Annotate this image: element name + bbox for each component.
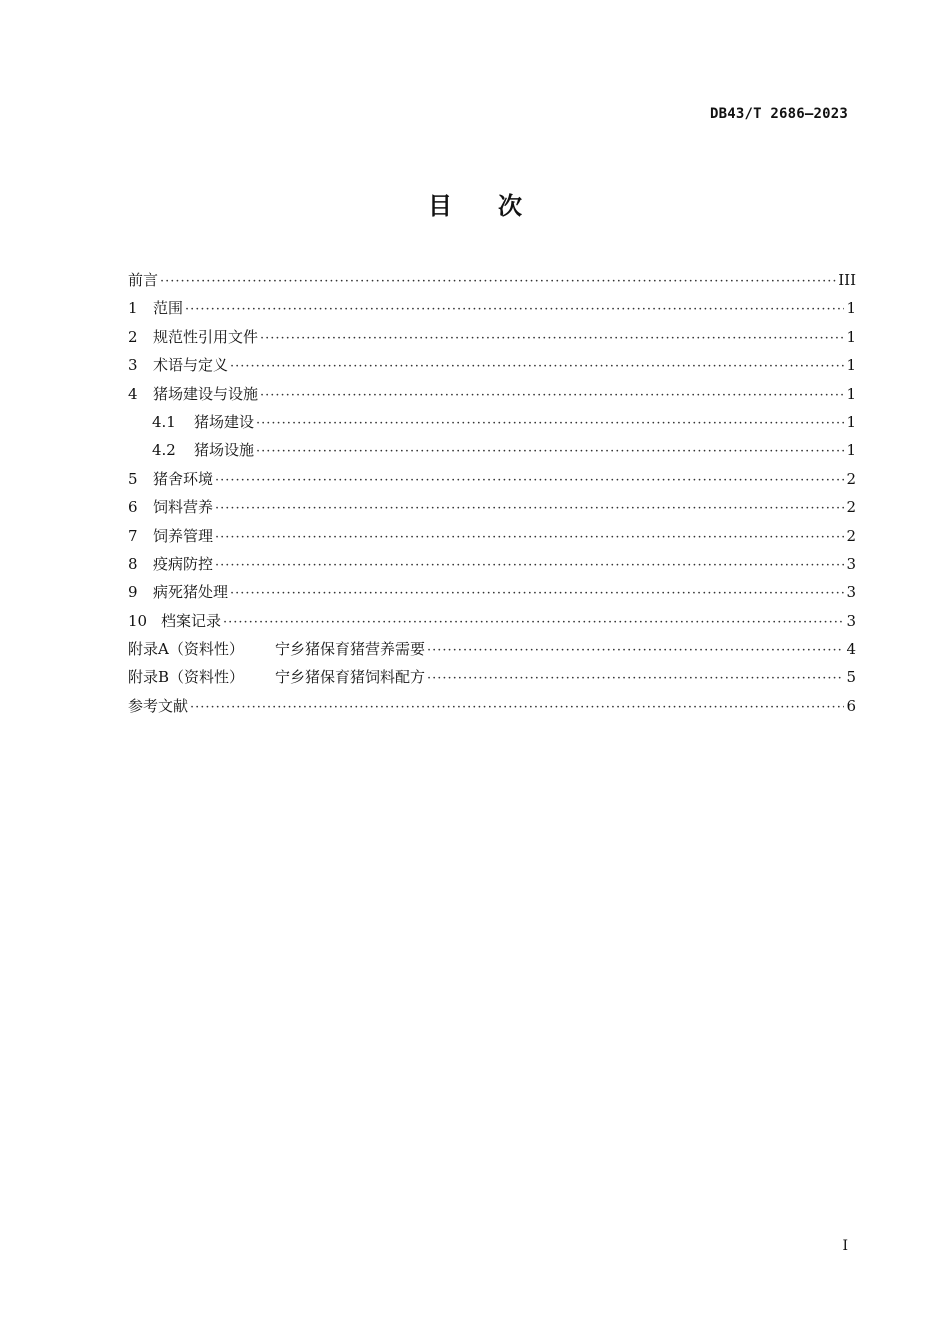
toc-entry-title: 规范性引用文件: [153, 327, 259, 346]
toc-leader: [256, 410, 844, 438]
toc-entry-number: 4.1: [152, 412, 176, 431]
toc-entry-10[interactable]: [128, 607, 856, 635]
toc-entry-4[interactable]: [128, 380, 856, 408]
toc-leader: [427, 637, 844, 665]
toc-leader: [185, 296, 844, 324]
toc-entry-title: 病死猪处理: [153, 583, 229, 602]
toc-entry-page: 1: [846, 412, 856, 431]
toc-entry-5[interactable]: [128, 465, 856, 493]
toc-entry-4-2[interactable]: [128, 436, 856, 464]
toc-entry-number: 1: [128, 299, 138, 318]
toc-entry-page: 3: [846, 611, 856, 630]
toc-entry-number: 9: [128, 583, 138, 602]
toc-leader: [215, 552, 844, 580]
toc-entry-number: 附录B（资料性）: [128, 668, 245, 687]
toc-leader: [215, 467, 844, 495]
toc-entry-title: 前言: [128, 271, 159, 289]
toc-entry-7[interactable]: [128, 522, 856, 550]
toc-entry-title: 范围: [153, 299, 184, 318]
toc-entry-title: 饲养管理: [153, 526, 214, 545]
toc-leader: [190, 694, 844, 722]
toc-entry-references[interactable]: [128, 692, 856, 720]
toc-entry-number: 4.2: [152, 441, 176, 460]
toc-leader: [230, 353, 844, 381]
toc-entry-appendix-b[interactable]: [128, 663, 856, 691]
toc-entry-number: 4: [128, 384, 138, 403]
toc-entry-6[interactable]: [128, 493, 856, 521]
toc-entry-number: 2: [128, 327, 138, 346]
toc-entry-title: 参考文献: [128, 696, 189, 715]
toc-entry-title: 档案记录: [161, 611, 222, 630]
toc-entry-page: 3: [846, 554, 856, 573]
standard-code: DB43/T 2686—2023: [709, 106, 848, 122]
toc-entry-page: 5: [846, 668, 856, 687]
toc-entry-title: 疫病防控: [153, 554, 214, 573]
toc-entry-number: 7: [128, 526, 138, 545]
toc-entry-title: 饲料营养: [153, 498, 214, 517]
toc-entry-page: 3: [846, 583, 856, 602]
toc-entry-page: 4: [846, 640, 856, 659]
toc-entry-1[interactable]: [128, 294, 856, 322]
toc-entry-foreword[interactable]: [128, 266, 856, 294]
toc-entry-2[interactable]: [128, 323, 856, 351]
toc-title: 目次: [428, 192, 568, 220]
toc-leader: [223, 609, 844, 637]
toc-entry-number: 5: [128, 469, 138, 488]
toc-leader: [427, 665, 844, 693]
toc-entry-page: 2: [846, 498, 856, 517]
toc-entry-3[interactable]: [128, 351, 856, 379]
toc-entry-4-1[interactable]: [128, 408, 856, 436]
toc-entry-number: 6: [128, 498, 138, 517]
toc-entry-page: 1: [846, 299, 856, 318]
toc-entry-8[interactable]: [128, 550, 856, 578]
toc-leader: [215, 495, 844, 523]
toc-entry-title: 猪场建设: [194, 412, 255, 431]
toc-leader: [215, 524, 844, 552]
toc-entry-title: 猪场设施: [194, 441, 255, 460]
toc-leader: [256, 438, 844, 466]
toc-entry-title: 术语与定义: [153, 356, 229, 375]
page-number: I: [842, 1238, 848, 1254]
toc-leader: [160, 268, 836, 296]
toc-leader: [230, 580, 844, 608]
toc-entry-page: 6: [846, 696, 856, 715]
toc-leader: [260, 382, 844, 410]
toc-entry-number: 附录A（资料性）: [128, 640, 244, 659]
toc-entry-title: 猪舍环境: [153, 469, 214, 488]
toc-entry-page: 2: [846, 469, 856, 488]
toc-entry-number: 8: [128, 554, 138, 573]
toc-entry-page: 1: [846, 327, 856, 346]
toc-entry-number: 3: [128, 356, 138, 375]
toc-entry-page: III: [838, 271, 856, 289]
toc-entry-9[interactable]: [128, 578, 856, 606]
toc-entry-title: 宁乡猪保育猪营养需要: [275, 640, 426, 659]
toc-entry-title: 宁乡猪保育猪饲料配方: [275, 668, 426, 687]
toc-entry-title: 猪场建设与设施: [153, 384, 259, 403]
toc-entry-appendix-a[interactable]: [128, 635, 856, 663]
toc-leader: [260, 325, 844, 353]
toc-entry-page: 1: [846, 356, 856, 375]
toc-entry-page: 2: [846, 526, 856, 545]
table-of-contents: [128, 266, 856, 720]
toc-entry-number: 10: [128, 611, 148, 630]
toc-entry-page: 1: [846, 384, 856, 403]
toc-entry-page: 1: [846, 441, 856, 460]
